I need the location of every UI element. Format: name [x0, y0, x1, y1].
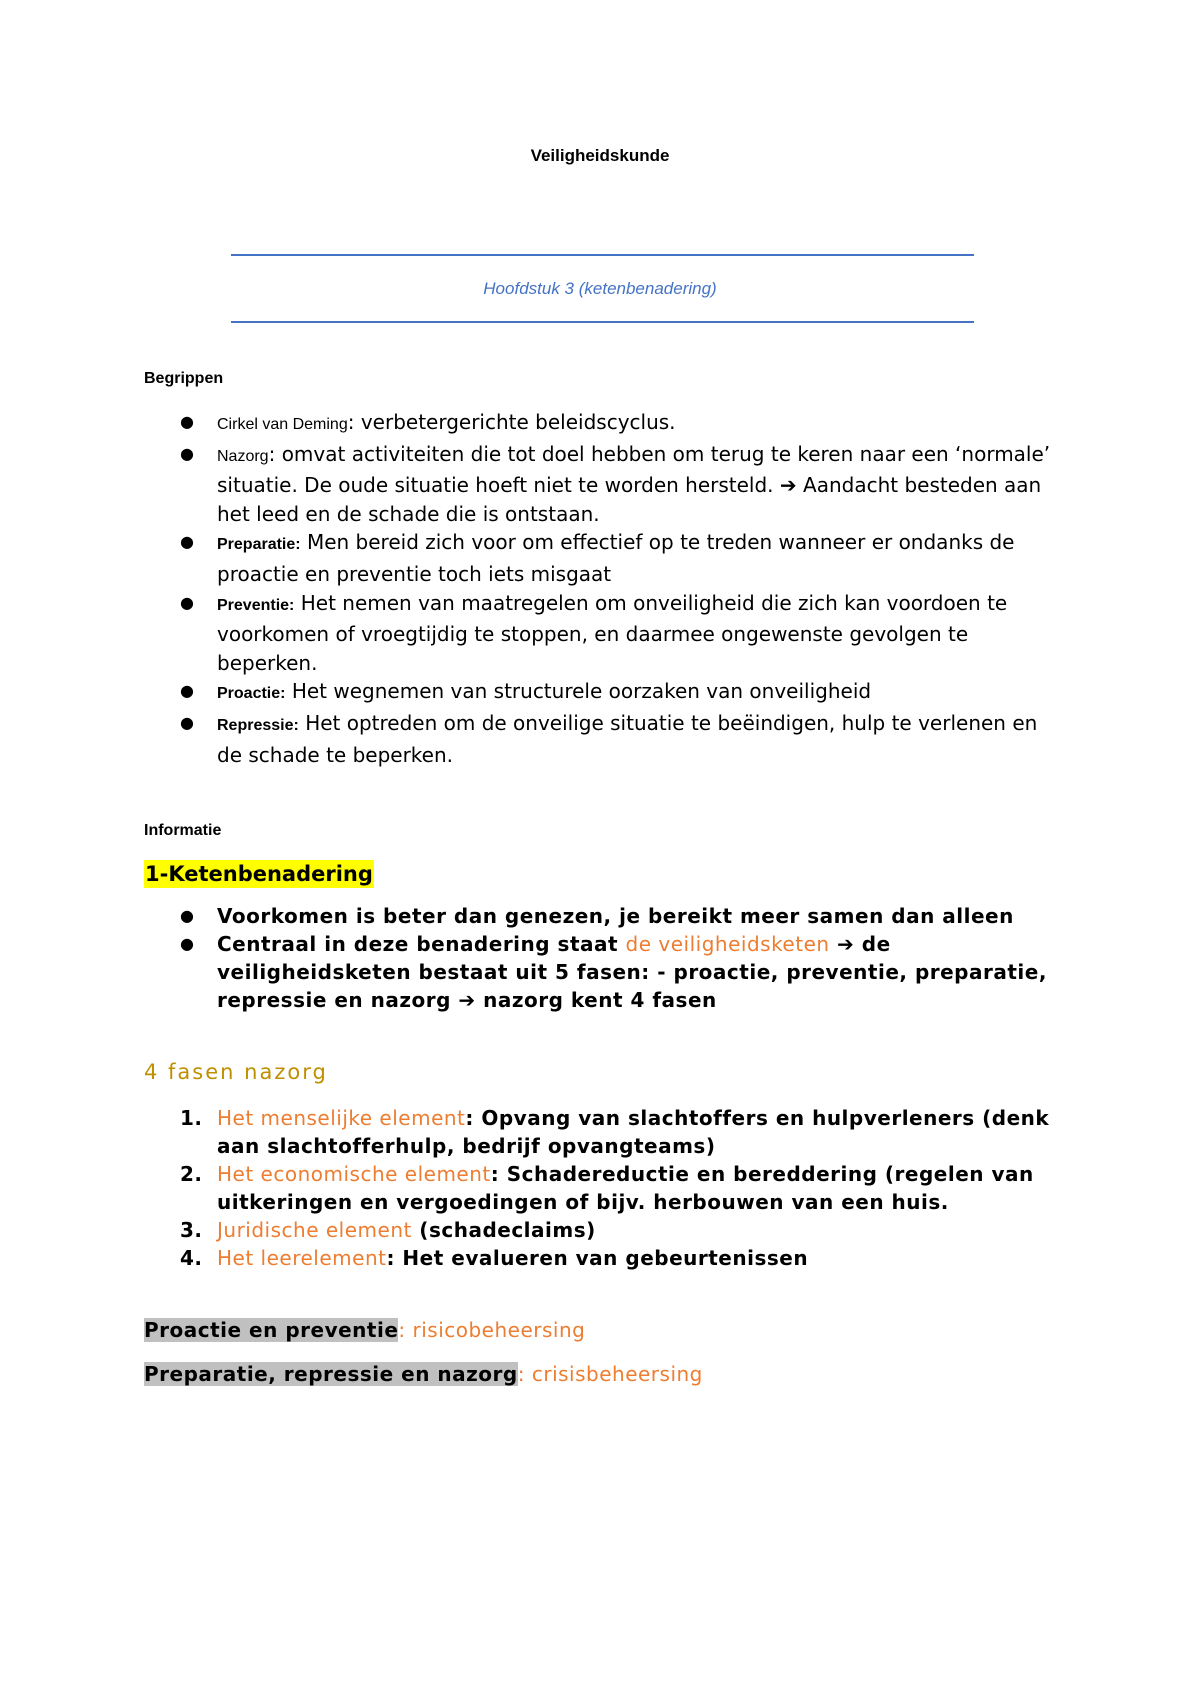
- summary-value: risicobeheersing: [412, 1318, 586, 1342]
- phase-description: : Schadereductie en bereddering (regelen van uitkeringen en vergoedingen of bijv. herbouwen van een huis.: [217, 1162, 1034, 1214]
- fasen-nazorg-heading: 4 fasen nazorg: [144, 1060, 328, 1084]
- ketenbenadering-heading: 1-Ketenbenadering: [145, 862, 373, 886]
- info-text: Voorkomen is beter dan genezen, je bereikt meer samen dan alleen: [217, 904, 1014, 928]
- phase-description: : Het evalueren van gebeurtenissen: [386, 1246, 809, 1270]
- summary-crisisbeheersing: [144, 1360, 703, 1388]
- summary-separator: :: [517, 1362, 532, 1386]
- list-item: [144, 1244, 1064, 1272]
- list-item: [144, 408, 1064, 440]
- chapter-title: Hoofdstuk 3 (ketenbenadering): [483, 279, 717, 298]
- bullet-icon: ●: [180, 532, 194, 552]
- informatie-list: [144, 902, 1064, 1014]
- bullet-icon: ●: [180, 592, 194, 612]
- bullet-icon: ●: [180, 443, 194, 463]
- term-separator: :: [347, 410, 361, 434]
- phase-name: Juridische element: [217, 1218, 412, 1242]
- term-label: Repressie:: [217, 716, 299, 734]
- summary-risicobeheersing: [144, 1316, 585, 1344]
- phase-description: (schadeclaims): [411, 1218, 596, 1242]
- phase-name: Het economische element: [217, 1162, 491, 1186]
- term-definition: verbetergerichte beleidscyclus.: [360, 410, 676, 434]
- list-item: [144, 1160, 1064, 1216]
- chapter-rule-bottom: [231, 321, 974, 323]
- term-label: Cirkel van Deming: [217, 416, 348, 433]
- list-item: [144, 902, 1064, 930]
- begrippen-heading: Begrippen: [144, 370, 224, 387]
- term-definition-continued: Aandacht besteden aan het leed en de schade die is ontstaan.: [217, 473, 1042, 526]
- summary-label: Preparatie, repressie en nazorg: [144, 1362, 518, 1386]
- term-definition: omvat activiteiten die tot doel hebben om terug te keren naar een ‘normale’ situatie. De oude situatie hoeft niet te worden hersteld.: [217, 441, 1051, 498]
- begrippen-list: [144, 408, 1064, 769]
- list-item: [144, 677, 1064, 709]
- term-definition: Het nemen van maatregelen om onveiligheid die zich kan voordoen te voorkomen of vroegtijdig te stoppen, en daarmee ongewenste gevolgen te beperken.: [217, 590, 1008, 675]
- summary-label: Proactie en preventie: [144, 1318, 399, 1342]
- bullet-icon: ●: [180, 906, 195, 925]
- list-item: [144, 589, 1064, 678]
- bullet-icon: ●: [180, 412, 194, 431]
- list-item: [144, 528, 1064, 588]
- term-label: Preparatie:: [217, 536, 301, 554]
- list-number: 4.: [180, 1246, 203, 1270]
- arrow-icon: ➔: [829, 932, 862, 956]
- chapter-rule-top: [231, 254, 974, 256]
- list-number: 2.: [180, 1162, 203, 1186]
- summary-separator: :: [398, 1318, 413, 1342]
- term-separator: :: [268, 441, 282, 466]
- phase-description: : Opvang van slachtoffers en hulpverleners (denk aan slachtofferhulp, bedrijf opvangteams): [217, 1106, 1050, 1158]
- list-number: 3.: [180, 1218, 203, 1242]
- arrow-icon: ➔: [779, 473, 797, 498]
- list-item: [144, 1104, 1064, 1160]
- info-text-continued: de veiligheidsketen bestaat uit 5 fasen: - proactie, preventie, preparatie, repressie en nazorg: [217, 932, 1047, 1012]
- list-number: 1.: [180, 1106, 203, 1130]
- list-item: [144, 440, 1064, 529]
- arrow-icon: ➔: [450, 988, 484, 1012]
- summary-value: crisisbeheersing: [531, 1362, 703, 1386]
- list-item: [144, 930, 1064, 1014]
- list-item: [144, 709, 1064, 769]
- phase-name: Het leerelement: [217, 1246, 387, 1270]
- term-label: Nazorg: [217, 447, 269, 465]
- term-definition: Men bereid zich voor om effectief op te treden wanneer er ondanks de proactie en preventie toch iets misgaat: [217, 530, 1015, 586]
- term-definition: Het wegnemen van structurele oorzaken van onveiligheid: [291, 679, 872, 704]
- document-title: Veiligheidskunde: [530, 146, 670, 165]
- bullet-icon: ●: [180, 712, 194, 732]
- bullet-icon: ●: [180, 681, 194, 701]
- veiligheidsketen-highlight: de veiligheidsketen: [625, 932, 830, 956]
- phase-name: Het menselijke element: [217, 1106, 466, 1130]
- list-item: [144, 1216, 1064, 1244]
- term-definition: Het optreden om de onveilige situatie te beëindigen, hulp te verlenen en de schade te beperken.: [217, 710, 1038, 767]
- term-label: Preventie:: [217, 596, 295, 614]
- nazorg-phase-list: [144, 1104, 1064, 1272]
- term-label: Proactie:: [217, 685, 286, 703]
- informatie-heading: Informatie: [144, 822, 222, 839]
- bullet-icon: ●: [180, 934, 195, 953]
- info-text-end: nazorg kent 4 fasen: [483, 988, 717, 1012]
- info-text: Centraal in deze benadering staat: [217, 932, 626, 956]
